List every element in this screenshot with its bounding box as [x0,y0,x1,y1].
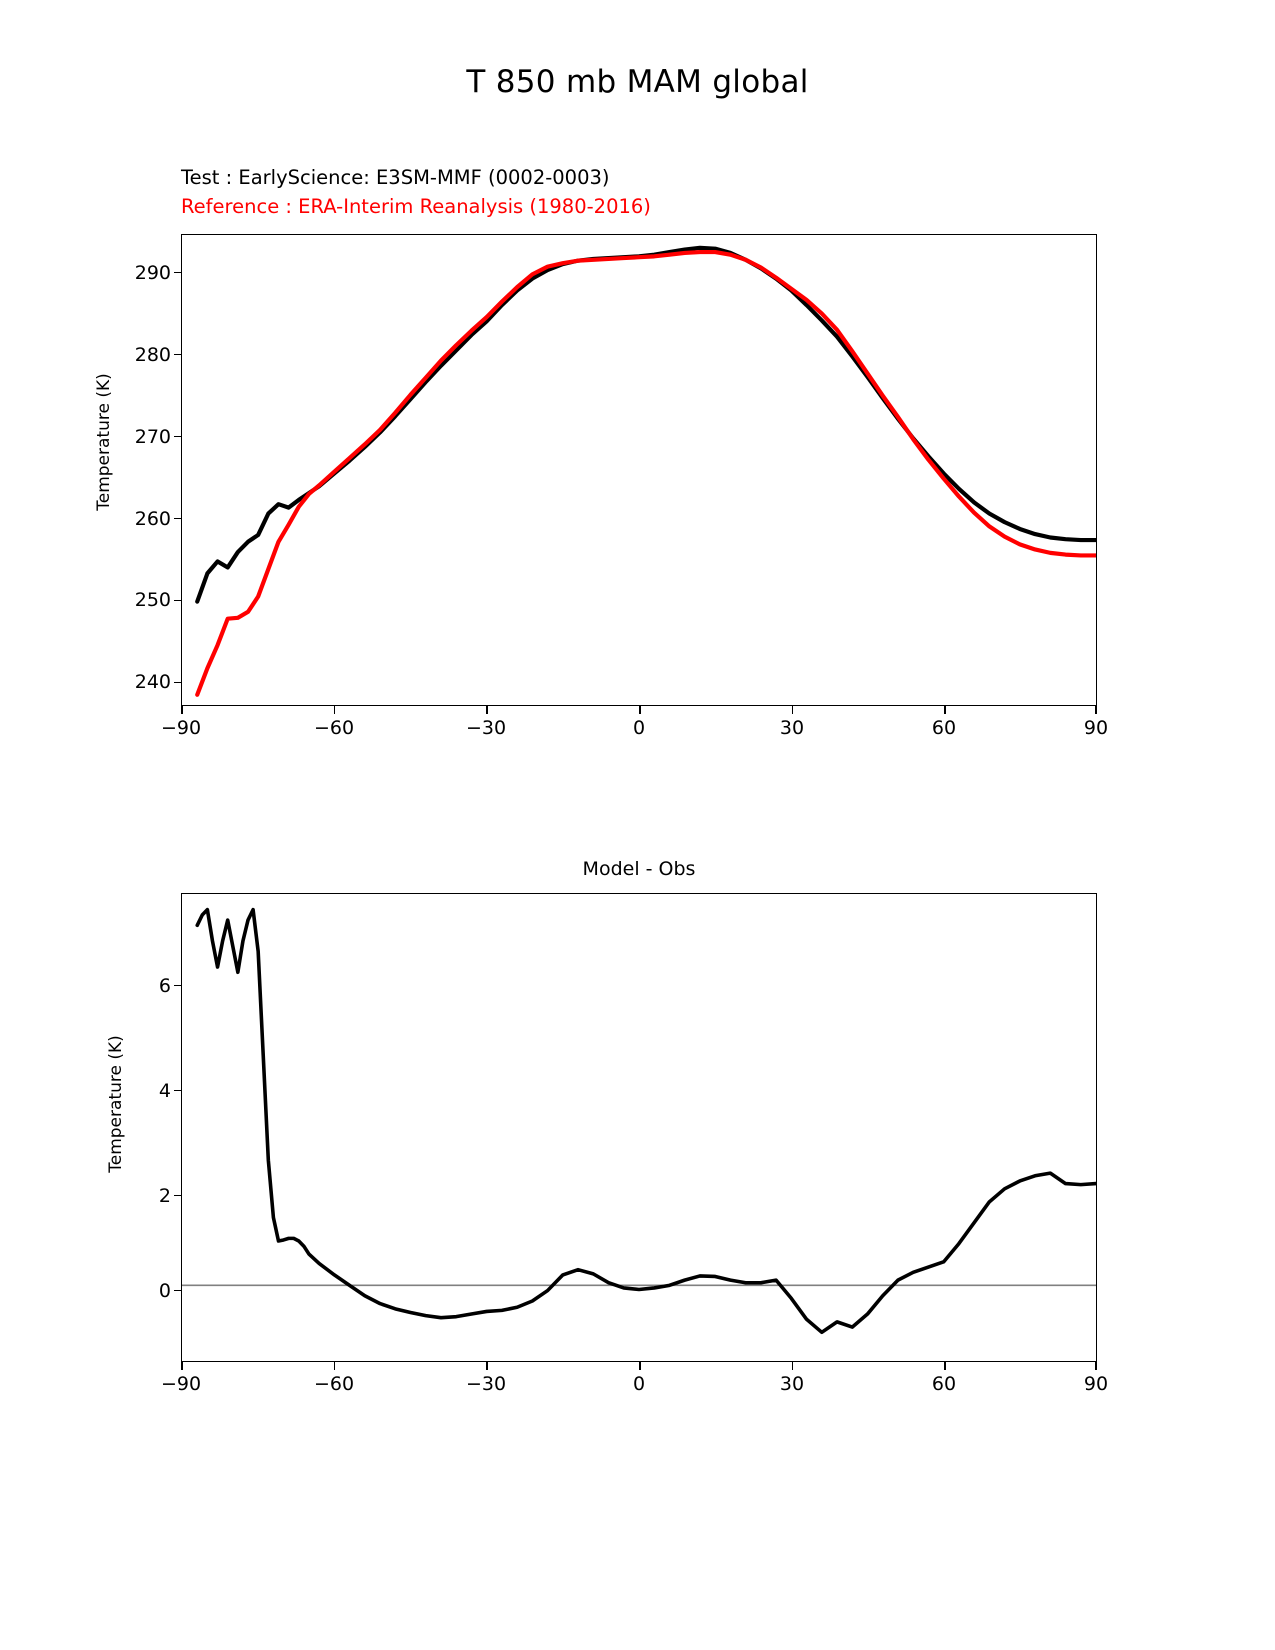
bottom-chart-ytick-4: 4 [158,1080,171,1102]
bottom-chart-xtickmark [792,1362,794,1370]
top-chart-ytick-260: 260 [134,508,171,530]
bottom-chart-xtickmark [639,1362,641,1370]
top-chart-xtickmark [486,706,488,714]
top-chart-ytick-240: 240 [134,671,171,693]
bottom-chart-ytickmark [174,1090,182,1092]
bottom-chart-title: Model - Obs [582,858,696,880]
bottom-chart-xtick-neg30: −30 [465,1373,507,1395]
data-line-series-1 [197,252,1096,695]
bottom-chart-xtick-neg90: −90 [160,1373,202,1395]
bottom-chart-xtick-0: 0 [632,1373,646,1395]
top-chart-y-axis-label: Temperature (K) [94,373,114,511]
top-chart-xtickmark [334,706,336,714]
top-chart-xtickmark [639,706,641,714]
top-chart-ytickmark [174,682,182,684]
top-chart-xtick-neg30: −30 [465,717,507,739]
data-line-series-0 [197,248,1096,602]
top-chart-plot-area [181,234,1097,706]
bottom-chart-y-axis-label: Temperature (K) [106,1035,126,1173]
bottom-chart-ytick-2: 2 [158,1185,171,1207]
legend-entry-reference: Reference : ERA-Interim Reanalysis (1980-2016) [181,195,651,218]
data-line-series-0 [197,910,1096,1333]
top-chart-xtick-90: 90 [1083,717,1109,739]
top-chart-xtickmark [792,706,794,714]
top-chart-ytick-280: 280 [134,344,171,366]
bottom-chart-xtick-neg60: −60 [313,1373,355,1395]
bottom-chart-plot-area [181,893,1097,1362]
top-chart-xtick-neg90: −90 [160,717,202,739]
bottom-chart-xtick-90: 90 [1083,1373,1109,1395]
top-chart-xtickmark [944,706,946,714]
top-chart-ytick-270: 270 [134,426,171,448]
bottom-chart-ytickmark [174,985,182,987]
top-chart-xtick-60: 60 [931,717,957,739]
bottom-chart-xtick-30: 30 [779,1373,805,1395]
bottom-chart-xtickmark [486,1362,488,1370]
top-chart-ytick-250: 250 [134,589,171,611]
bottom-chart-xtick-60: 60 [931,1373,957,1395]
top-chart-ytickmark [174,354,182,356]
top-chart-xtick-30: 30 [779,717,805,739]
legend-entry-test: Test : EarlyScience: E3SM-MMF (0002-0003) [181,166,610,189]
top-chart-xtickmark [1095,706,1097,714]
top-chart-lines [182,235,1096,705]
top-chart-xtick-0: 0 [632,717,646,739]
legend [181,163,651,221]
bottom-chart-ytickmark [174,1195,182,1197]
bottom-chart-lines [182,894,1096,1361]
bottom-chart-ytick-6: 6 [158,975,171,997]
top-chart-ytickmark [174,518,182,520]
top-chart-ytickmark [174,600,182,602]
top-chart-xtickmark [181,706,183,714]
top-chart-ytick-290: 290 [134,262,171,284]
top-chart-ytickmark [174,436,182,438]
bottom-chart-xtickmark [1095,1362,1097,1370]
bottom-chart-ytick-0: 0 [158,1280,171,1302]
bottom-chart-ytickmark [174,1290,182,1292]
page-title: T 850 mb MAM global [466,64,809,100]
bottom-chart-xtickmark [334,1362,336,1370]
bottom-chart-xtickmark [181,1362,183,1370]
top-chart-ytickmark [174,272,182,274]
bottom-chart-xtickmark [944,1362,946,1370]
top-chart-xtick-neg60: −60 [313,717,355,739]
